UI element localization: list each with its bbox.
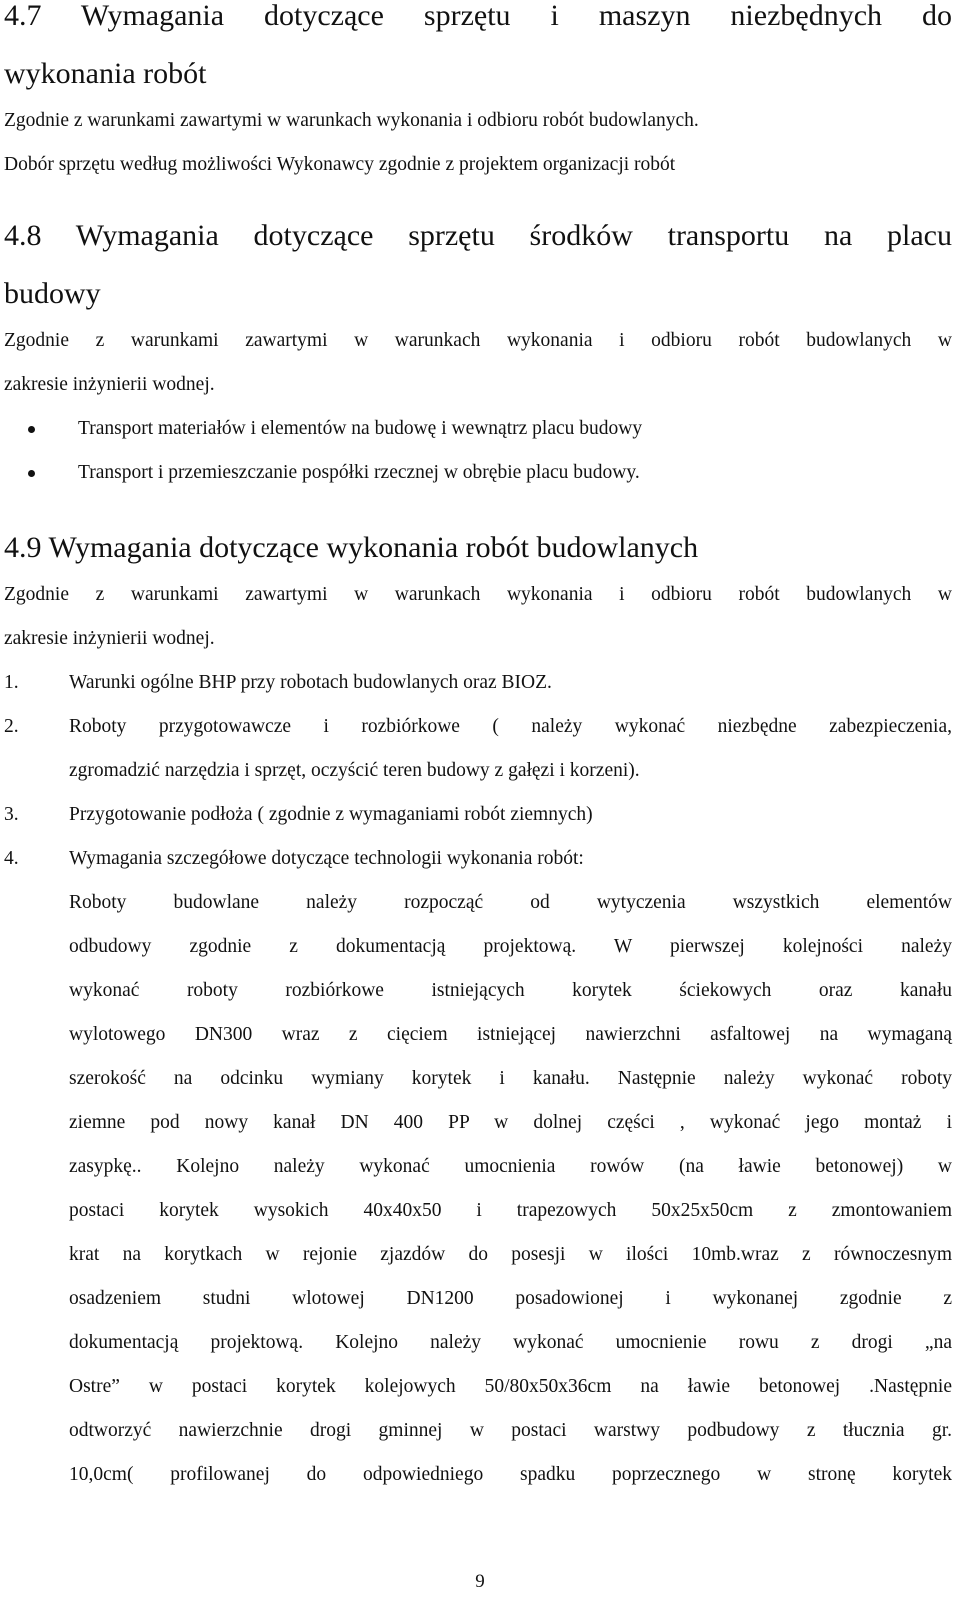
item-text: Wymagania szczegółowe dotyczące technologii wykonania robót: <box>69 848 584 869</box>
numbered-item-4 <box>4 837 952 1497</box>
bullet-item <box>4 407 952 451</box>
item-text-line: Roboty przygotowawcze i rozbiórkowe ( należy wykonać niezbędne zabezpieczenia, <box>69 716 952 737</box>
section-4-9-heading: 4.9 Wymagania dotyczące wykonania robót budowlanych <box>4 531 699 564</box>
bullet-item-text: Transport i przemieszczanie pospółki rzecznej w obrębie placu budowy. <box>78 462 640 483</box>
section-4-7 <box>4 0 952 187</box>
section-spacer <box>4 495 952 521</box>
bullet-item <box>4 451 952 495</box>
item-number: 3. <box>4 804 19 825</box>
section-4-9 <box>4 519 952 1497</box>
item-text: Przygotowanie podłoża ( zgodnie z wymaganiami robót ziemnych) <box>69 804 593 825</box>
document-page <box>4 0 952 1497</box>
item-number: 4. <box>4 848 19 869</box>
detail-line: szerokość na odcinku wymiany korytek i kanału. Następnie należy wykonać roboty <box>69 1068 952 1089</box>
section-4-7-heading-line2: wykonania robót <box>4 57 207 90</box>
item-4-detail-paragraph <box>69 881 952 1497</box>
detail-line: ziemne pod nowy kanał DN 400 PP w dolnej części , wykonać jego montaż i <box>69 1112 952 1133</box>
section-4-7-paragraph-2: Dobór sprzętu według możliwości Wykonawcy zgodnie z projektem organizacji robót <box>4 154 676 175</box>
detail-line: 10,0cm( profilowanej do odpowiedniego spadku poprzecznego w stronę korytek <box>69 1464 952 1485</box>
bullet-item-text: Transport materiałów i elementów na budowę i wewnątrz placu budowy <box>78 418 643 439</box>
numbered-item-3 <box>4 793 952 837</box>
section-4-8-heading-line2: budowy <box>4 277 101 310</box>
detail-line: postaci korytek wysokich 40x40x50 i trapezowych 50x25x50cm z zmontowaniem <box>69 1200 952 1221</box>
section-4-9-paragraph-line1: Zgodnie z warunkami zawartymi w warunkach wykonania i odbioru robót budowlanych w <box>4 584 952 605</box>
section-4-9-paragraph-line2: zakresie inżynierii wodnej. <box>4 628 215 649</box>
bullet-dot-icon <box>28 470 35 477</box>
section-4-8-heading-line1: 4.8 Wymagania dotyczące sprzętu środków transportu na placu <box>4 219 952 252</box>
page-number: 9 <box>475 1571 485 1592</box>
item-number: 1. <box>4 672 19 693</box>
item-text: Warunki ogólne BHP przy robotach budowlanych oraz BIOZ. <box>69 672 552 693</box>
numbered-item-2 <box>4 705 952 793</box>
section-4-8-paragraph-line1: Zgodnie z warunkami zawartymi w warunkach wykonania i odbioru robót budowlanych w <box>4 330 952 351</box>
item-text-line: zgromadzić narzędzia i sprzęt, oczyścić teren budowy z gałęzi i korzeni). <box>69 760 640 781</box>
detail-line: wykonać roboty rozbiórkowe istniejących korytek ściekowych oraz kanału <box>69 980 952 1001</box>
section-4-8 <box>4 207 952 495</box>
detail-line: osadzeniem studni wlotowej DN1200 posadowionej i wykonanej zgodnie z <box>69 1288 952 1309</box>
item-number: 2. <box>4 716 19 737</box>
detail-line: Ostre” w postaci korytek kolejowych 50/80x50x36cm na ławie betonowej .Następnie <box>69 1376 952 1397</box>
numbered-item-1 <box>4 661 952 705</box>
section-4-7-heading-line1: 4.7 Wymagania dotyczące sprzętu i maszyn niezbędnych do <box>4 0 952 32</box>
section-4-7-paragraph-1: Zgodnie z warunkami zawartymi w warunkach wykonania i odbioru robót budowlanych. <box>4 110 699 131</box>
detail-line: wylotowego DN300 wraz z cięciem istniejącej nawierzchni asfaltowej na wymaganą <box>69 1024 952 1045</box>
detail-line: Roboty budowlane należy rozpocząć od wytyczenia wszystkich elementów <box>69 892 952 913</box>
section-4-8-paragraph-line2: zakresie inżynierii wodnej. <box>4 374 215 395</box>
detail-line: krat na korytkach w rejonie zjazdów do posesji w ilości 10mb.wraz z równoczesnym <box>69 1244 952 1265</box>
detail-line: odtworzyć nawierzchnie drogi gminnej w postaci warstwy podbudowy z tłucznia gr. <box>69 1420 952 1441</box>
detail-line: dokumentacją projektową. Kolejno należy wykonać umocnienie rowu z drogi „na <box>69 1332 952 1353</box>
detail-line: odbudowy zgodnie z dokumentacją projektową. W pierwszej kolejności należy <box>69 936 952 957</box>
detail-line: zasypkę.. Kolejno należy wykonać umocnienia rowów (na ławie betonowej) w <box>69 1156 952 1177</box>
bullet-dot-icon <box>28 426 35 433</box>
